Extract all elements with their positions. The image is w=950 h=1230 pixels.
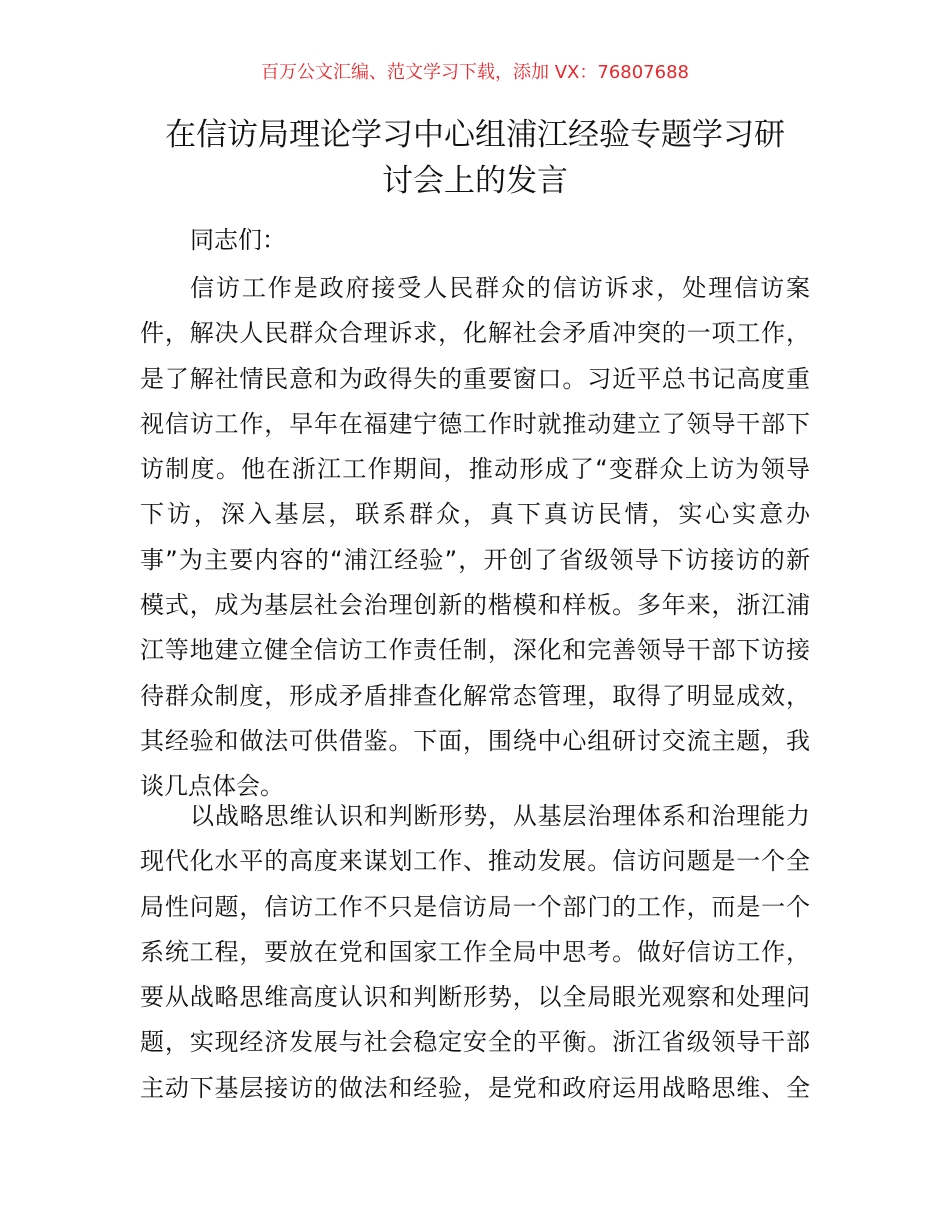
paragraph-line: 局性问题，信访工作不只是信访局一个部门的工作，而是一个: [140, 892, 810, 921]
paragraph-line: 谈几点体会。: [140, 772, 284, 801]
salutation: [140, 218, 810, 263]
paragraph-line: 是了解社情民意和为政得失的重要窗口。习近平总书记高度重: [140, 364, 810, 393]
paragraph-2: [140, 794, 810, 1111]
paragraph-line: 视信访工作，早年在福建宁德工作时就推动建立了领导干部下: [140, 409, 810, 438]
title-line: 在信访局理论学习中心组浦江经验专题学习研: [165, 117, 785, 153]
paragraph-line: 待群众制度，形成矛盾排查化解常态管理，取得了明显成效，: [140, 681, 810, 710]
paragraph-line: 下访，深入基层，联系群众，真下真访民情，实心实意办: [140, 500, 810, 529]
paragraph-line: 访制度。他在浙江工作期间，推动形成了“变群众上访为领导: [140, 455, 810, 484]
watermark-header: 百万公文汇编、范文学习下载，添加 VX：76807688: [261, 62, 689, 83]
paragraph-line: 江等地建立健全信访工作责任制，深化和完善领导干部下访接: [140, 636, 810, 665]
paragraph-line: 主动下基层接访的做法和经验，是党和政府运用战略思维、全: [140, 1073, 810, 1102]
document-title: [130, 112, 820, 204]
title-line: 讨会上的发言: [382, 163, 568, 199]
paragraph-line: 信访工作是政府接受人民群众的信访诉求，处理信访案: [190, 274, 810, 302]
paragraph-line: 其经验和做法可供借鉴。下面，围绕中心组研讨交流主题，我: [140, 726, 810, 755]
paragraph-line: 件，解决人民群众合理诉求，化解社会矛盾冲突的一项工作，: [140, 319, 810, 348]
paragraph-line: 现代化水平的高度来谋划工作、推动发展。信访问题是一个全: [140, 847, 810, 876]
paragraph-line: 以战略思维认识和判断形势，从基层治理体系和治理能力: [190, 802, 810, 830]
paragraph-line: 要从战略思维高度认识和判断形势，以全局眼光观察和处理问: [140, 983, 810, 1012]
salutation-text: 同志们：: [190, 226, 286, 254]
paragraph-line: 系统工程，要放在党和国家工作全局中思考。做好信访工作，: [140, 937, 810, 966]
paragraph-line: 模式，成为基层社会治理创新的楷模和样板。多年来，浙江浦: [140, 591, 810, 620]
paragraph-line: 题，实现经济发展与社会稳定安全的平衡。浙江省级领导干部: [140, 1028, 810, 1057]
paragraph-1: [140, 266, 810, 810]
paragraph-line: 事”为主要内容的“浦江经验”，开创了省级领导下访接访的新: [140, 545, 810, 574]
